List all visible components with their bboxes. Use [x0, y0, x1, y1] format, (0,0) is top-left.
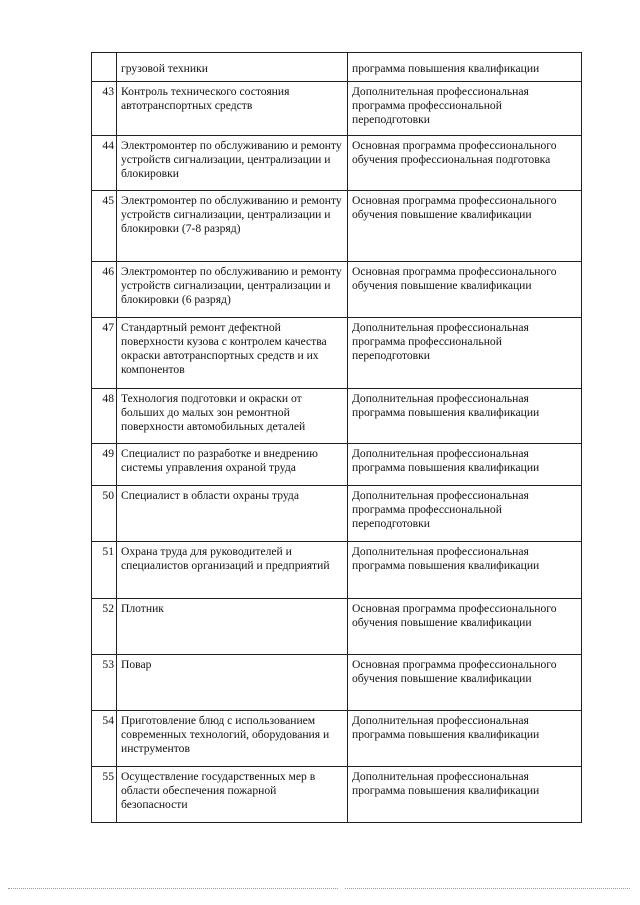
course-name: Охрана труда для руководителей и специалистов организаций и предприятий — [117, 542, 348, 599]
table-row — [92, 53, 582, 82]
table-row — [92, 136, 582, 191]
table-row — [92, 191, 582, 262]
program-type: Дополнительная профессиональная программа повышения квалификации — [348, 444, 582, 486]
program-type: Дополнительная профессиональная программа профессиональной переподготовки — [348, 318, 582, 389]
row-number: 46 — [92, 262, 117, 318]
course-name: Контроль технического состояния автотранспортных средств — [117, 82, 348, 136]
program-type: Дополнительная профессиональная программа повышения квалификации — [348, 767, 582, 823]
course-name: грузовой техники — [117, 53, 348, 82]
scan-edge-line — [8, 888, 338, 889]
row-number: 53 — [92, 655, 117, 711]
course-name: Осуществление государственных мер в области обеспечения пожарной безопасности — [117, 767, 348, 823]
course-name: Технология подготовки и окраски от больших до малых зон ремонтной поверхности автомобильных деталей — [117, 389, 348, 444]
course-name: Электромонтер по обслуживанию и ремонту устройств сигнализации, централизации и блокировки — [117, 136, 348, 191]
table-row — [92, 767, 582, 823]
program-type: Основная программа профессионального обучения повышение квалификации — [348, 599, 582, 655]
table-row — [92, 599, 582, 655]
table-row — [92, 318, 582, 389]
row-number: 55 — [92, 767, 117, 823]
course-name: Приготовление блюд с использованием современных технологий, оборудования и инструментов — [117, 711, 348, 767]
table-row — [92, 655, 582, 711]
program-type: Основная программа профессионального обучения профессиональная подготовка — [348, 136, 582, 191]
table-row — [92, 262, 582, 318]
row-number: 50 — [92, 486, 117, 542]
table-row — [92, 82, 582, 136]
program-type: Основная программа профессионального обучения повышение квалификации — [348, 191, 582, 262]
row-number: 43 — [92, 82, 117, 136]
program-type: Дополнительная профессиональная программа профессиональной переподготовки — [348, 82, 582, 136]
table-row — [92, 486, 582, 542]
table-row — [92, 444, 582, 486]
program-type: Дополнительная профессиональная программа повышения квалификации — [348, 711, 582, 767]
program-type: Дополнительная профессиональная программа повышения квалификации — [348, 389, 582, 444]
program-type: Дополнительная профессиональная программа профессиональной переподготовки — [348, 486, 582, 542]
row-number: 51 — [92, 542, 117, 599]
row-number: 48 — [92, 389, 117, 444]
program-type: программа повышения квалификации — [348, 53, 582, 82]
row-number: 49 — [92, 444, 117, 486]
program-type: Основная программа профессионального обучения повышение квалификации — [348, 655, 582, 711]
scan-edge-line — [345, 888, 630, 889]
course-name: Плотник — [117, 599, 348, 655]
row-number: 52 — [92, 599, 117, 655]
table-row — [92, 389, 582, 444]
table-row — [92, 711, 582, 767]
row-number: 44 — [92, 136, 117, 191]
row-number: 45 — [92, 191, 117, 262]
course-name: Электромонтер по обслуживанию и ремонту устройств сигнализации, централизации и блокировки (7-8 разряд) — [117, 191, 348, 262]
course-name: Стандартный ремонт дефектной поверхности кузова с контролем качества окраски автотранспортных средств и их компонентов — [117, 318, 348, 389]
row-number: 47 — [92, 318, 117, 389]
programs-table — [91, 52, 582, 823]
program-type: Дополнительная профессиональная программа повышения квалификации — [348, 542, 582, 599]
table-row — [92, 542, 582, 599]
course-name: Повар — [117, 655, 348, 711]
course-name: Электромонтер по обслуживанию и ремонту устройств сигнализации, централизации и блокировки (6 разряд) — [117, 262, 348, 318]
course-name: Специалист в области охраны труда — [117, 486, 348, 542]
row-number — [92, 53, 117, 82]
program-type: Основная программа профессионального обучения повышение квалификации — [348, 262, 582, 318]
row-number: 54 — [92, 711, 117, 767]
course-name: Специалист по разработке и внедрению системы управления охраной труда — [117, 444, 348, 486]
